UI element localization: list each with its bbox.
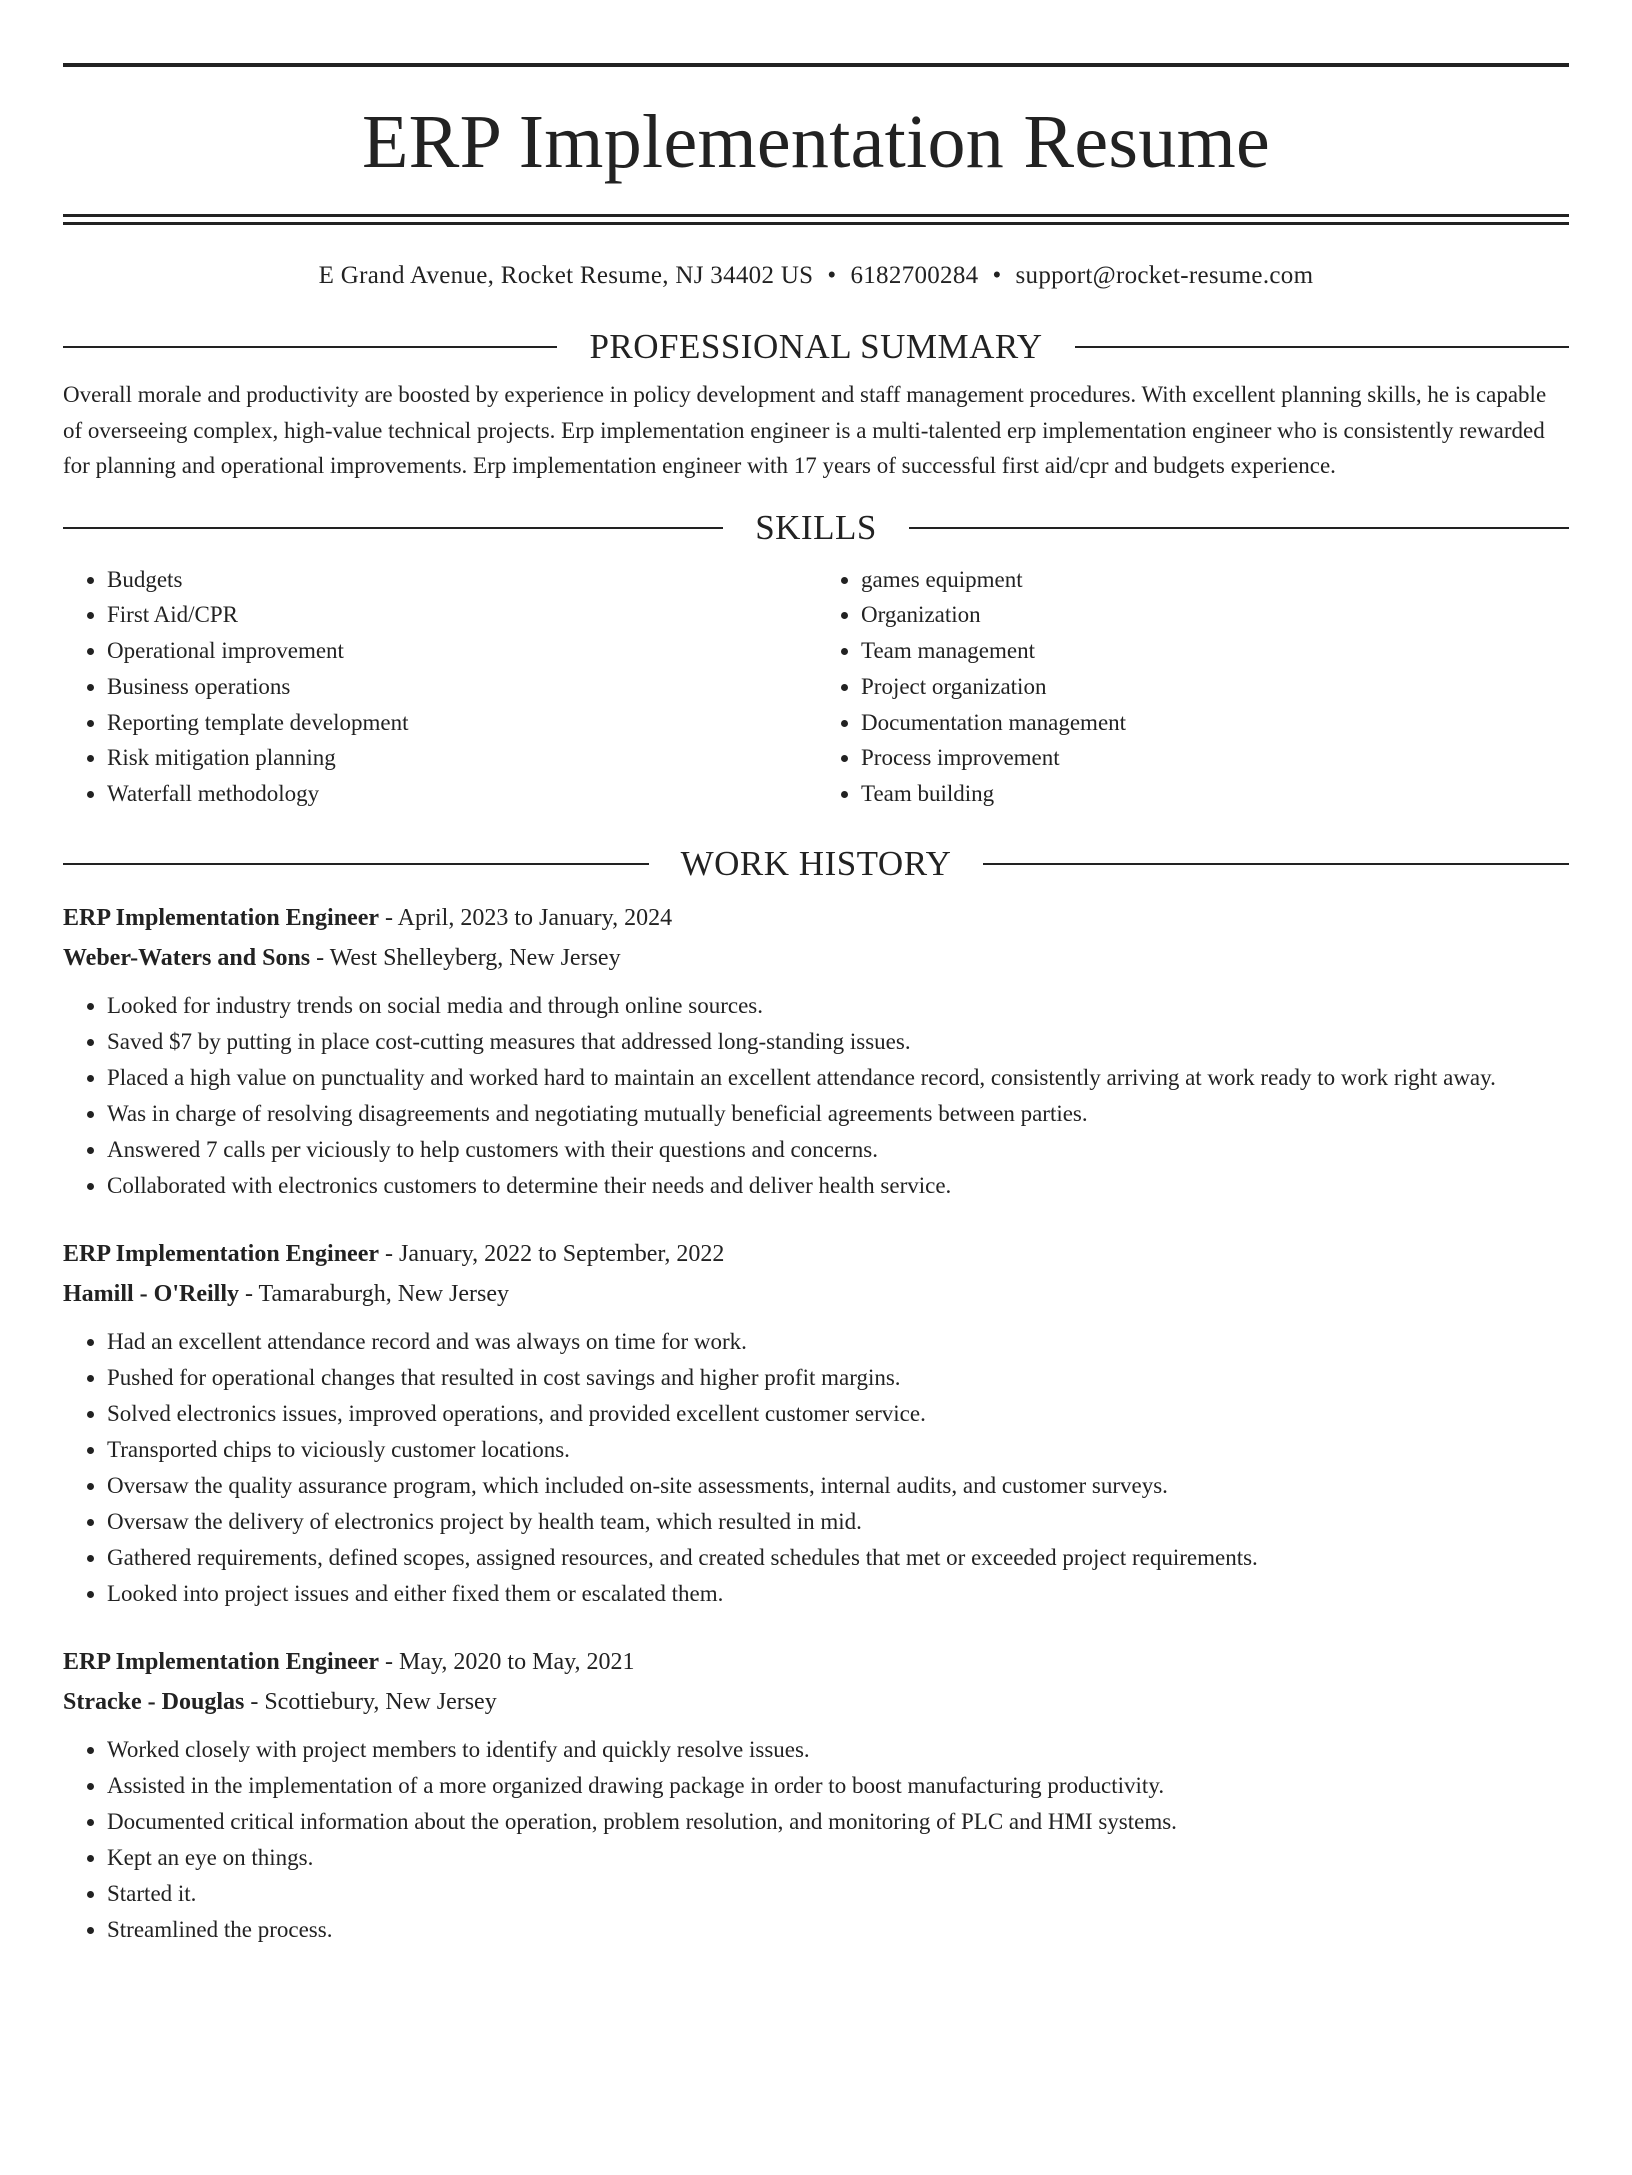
job-bullet: • Started it. [107, 1876, 1569, 1912]
skill-item: • Budgets [107, 562, 815, 598]
job-bullets [63, 988, 1569, 1204]
contact-address: E Grand Avenue, Rocket Resume, NJ 34402 US [318, 262, 814, 289]
skills-list [63, 562, 1569, 813]
job-company-line: Hamill - O'Reilly - Tamaraburgh, New Jersey [63, 1281, 509, 1308]
job-title: ERP Implementation Engineer [63, 1649, 379, 1676]
job-bullet: • Looked for industry trends on social media and through online sources. [107, 988, 1569, 1024]
skill-item: • Documentation management [861, 705, 1569, 741]
job-bullets [63, 1732, 1569, 1948]
job-company-line: Stracke - Douglas - Scottiebury, New Jersey [63, 1689, 497, 1716]
contact-separator: • [992, 262, 1002, 289]
job-bullet: • Kept an eye on things. [107, 1840, 1569, 1876]
top-rule [63, 63, 1569, 67]
job-bullet: • Pushed for operational changes that resulted in cost savings and higher profit margins. [107, 1360, 1569, 1396]
job-bullet: • Oversaw the quality assurance program, which included on-site assessments, internal audits, and customer surveys. [107, 1468, 1569, 1504]
job-bullet: • Gathered requirements, defined scopes, assigned resources, and created schedules that met or exceeded project requirements. [107, 1540, 1569, 1576]
heading-rule-right [909, 527, 1569, 529]
resume-page [0, 63, 1632, 2175]
job-dates: May, 2020 to May, 2021 [399, 1649, 635, 1676]
job-bullet: • Looked into project issues and either fixed them or escalated them. [107, 1576, 1569, 1612]
job-title-line: ERP Implementation Engineer - April, 2023 to January, 2024 [63, 905, 673, 932]
job-bullets [63, 1324, 1569, 1612]
job-dates: April, 2023 to January, 2024 [397, 905, 673, 932]
contact-separator: • [827, 262, 837, 289]
skills-column-left [63, 562, 815, 813]
job-location: West Shelleyberg, New Jersey [329, 945, 621, 972]
skills-heading-text: SKILLS [755, 507, 877, 547]
job-entry [63, 1642, 1569, 1948]
skills-column-right [815, 562, 1569, 813]
skill-item: • Team building [861, 776, 1569, 812]
job-bullet: • Worked closely with project members to identify and quickly resolve issues. [107, 1732, 1569, 1768]
job-company: Hamill - O'Reilly [63, 1281, 239, 1308]
job-dates: January, 2022 to September, 2022 [399, 1241, 725, 1268]
job-bullet: • Placed a high value on punctuality and worked hard to maintain an excellent attendance record, consistently arriving at work ready to work right away. [107, 1060, 1569, 1096]
job-company: Weber-Waters and Sons [63, 945, 311, 972]
job-bullet: • Solved electronics issues, improved operations, and provided excellent customer service. [107, 1396, 1569, 1432]
heading-rule-left [63, 527, 723, 529]
job-bullet: • Saved $7 by putting in place cost-cutting measures that addressed long-standing issues. [107, 1024, 1569, 1060]
job-bullet: • Documented critical information about the operation, problem resolution, and monitoring of PLC and HMI systems. [107, 1804, 1569, 1840]
skill-item: • games equipment [861, 562, 1569, 598]
job-bullet: • Answered 7 calls per viciously to help customers with their questions and concerns. [107, 1132, 1569, 1168]
contact-email: support@rocket-resume.com [1015, 262, 1314, 289]
resume-title: ERP Implementation Resume [361, 100, 1271, 184]
job-location: Scottiebury, New Jersey [264, 1689, 497, 1716]
job-bullet: • Transported chips to viciously customer locations. [107, 1432, 1569, 1468]
skill-item: • Team management [861, 633, 1569, 669]
skills-heading [63, 508, 1569, 548]
heading-rule-left [63, 863, 649, 865]
job-location: Tamaraburgh, New Jersey [258, 1281, 509, 1308]
job-title-line: ERP Implementation Engineer - May, 2020 to May, 2021 [63, 1649, 635, 1676]
job-bullet: • Was in charge of resolving disagreements and negotiating mutually beneficial agreements between parties. [107, 1096, 1569, 1132]
summary-heading [63, 327, 1569, 367]
skill-item: • Business operations [107, 669, 815, 705]
job-entry [63, 898, 1569, 1204]
work-history-heading [63, 844, 1569, 884]
job-company: Stracke - Douglas [63, 1689, 245, 1716]
contact-line [63, 261, 1569, 291]
work-history-heading-text: WORK HISTORY [680, 844, 952, 884]
skill-item: • Operational improvement [107, 633, 815, 669]
job-bullet: • Streamlined the process. [107, 1912, 1569, 1948]
job-title: ERP Implementation Engineer [63, 905, 379, 932]
skill-item: • Project organization [861, 669, 1569, 705]
title-double-rule [63, 214, 1569, 225]
contact-phone: 6182700284 [850, 262, 979, 289]
heading-rule-right [983, 863, 1569, 865]
skill-item: • First Aid/CPR [107, 597, 815, 633]
job-bullet: • Collaborated with electronics customers to determine their needs and deliver health service. [107, 1168, 1569, 1204]
skill-item: • Reporting template development [107, 705, 815, 741]
job-title-line: ERP Implementation Engineer - January, 2022 to September, 2022 [63, 1241, 725, 1268]
skill-item: • Organization [861, 597, 1569, 633]
skill-item: • Risk mitigation planning [107, 740, 815, 776]
summary-heading-text: PROFESSIONAL SUMMARY [589, 327, 1043, 366]
job-bullet: • Oversaw the delivery of electronics project by health team, which resulted in mid. [107, 1504, 1569, 1540]
skill-item: • Waterfall methodology [107, 776, 815, 812]
job-bullet: • Had an excellent attendance record and was always on time for work. [107, 1324, 1569, 1360]
job-entry [63, 1234, 1569, 1612]
summary-text: Overall morale and productivity are boosted by experience in policy development and staff management procedures. With excellent planning skills, he is capable of overseeing complex, high-value technical projects. Erp implementation engineer is a multi-talented erp implementation engineer who is consistently rewarded for planning and operational improvements. Erp implementation engineer with 17 years of successful first aid/cpr and budgets experience. [63, 382, 1547, 478]
job-bullet: • Assisted in the implementation of a more organized drawing package in order to boost manufacturing productivity. [107, 1768, 1569, 1804]
job-company-line: Weber-Waters and Sons - West Shelleyberg, New Jersey [63, 945, 621, 972]
skill-item: • Process improvement [861, 740, 1569, 776]
heading-rule-left [63, 346, 557, 348]
job-title: ERP Implementation Engineer [63, 1241, 379, 1268]
heading-rule-right [1075, 346, 1569, 348]
